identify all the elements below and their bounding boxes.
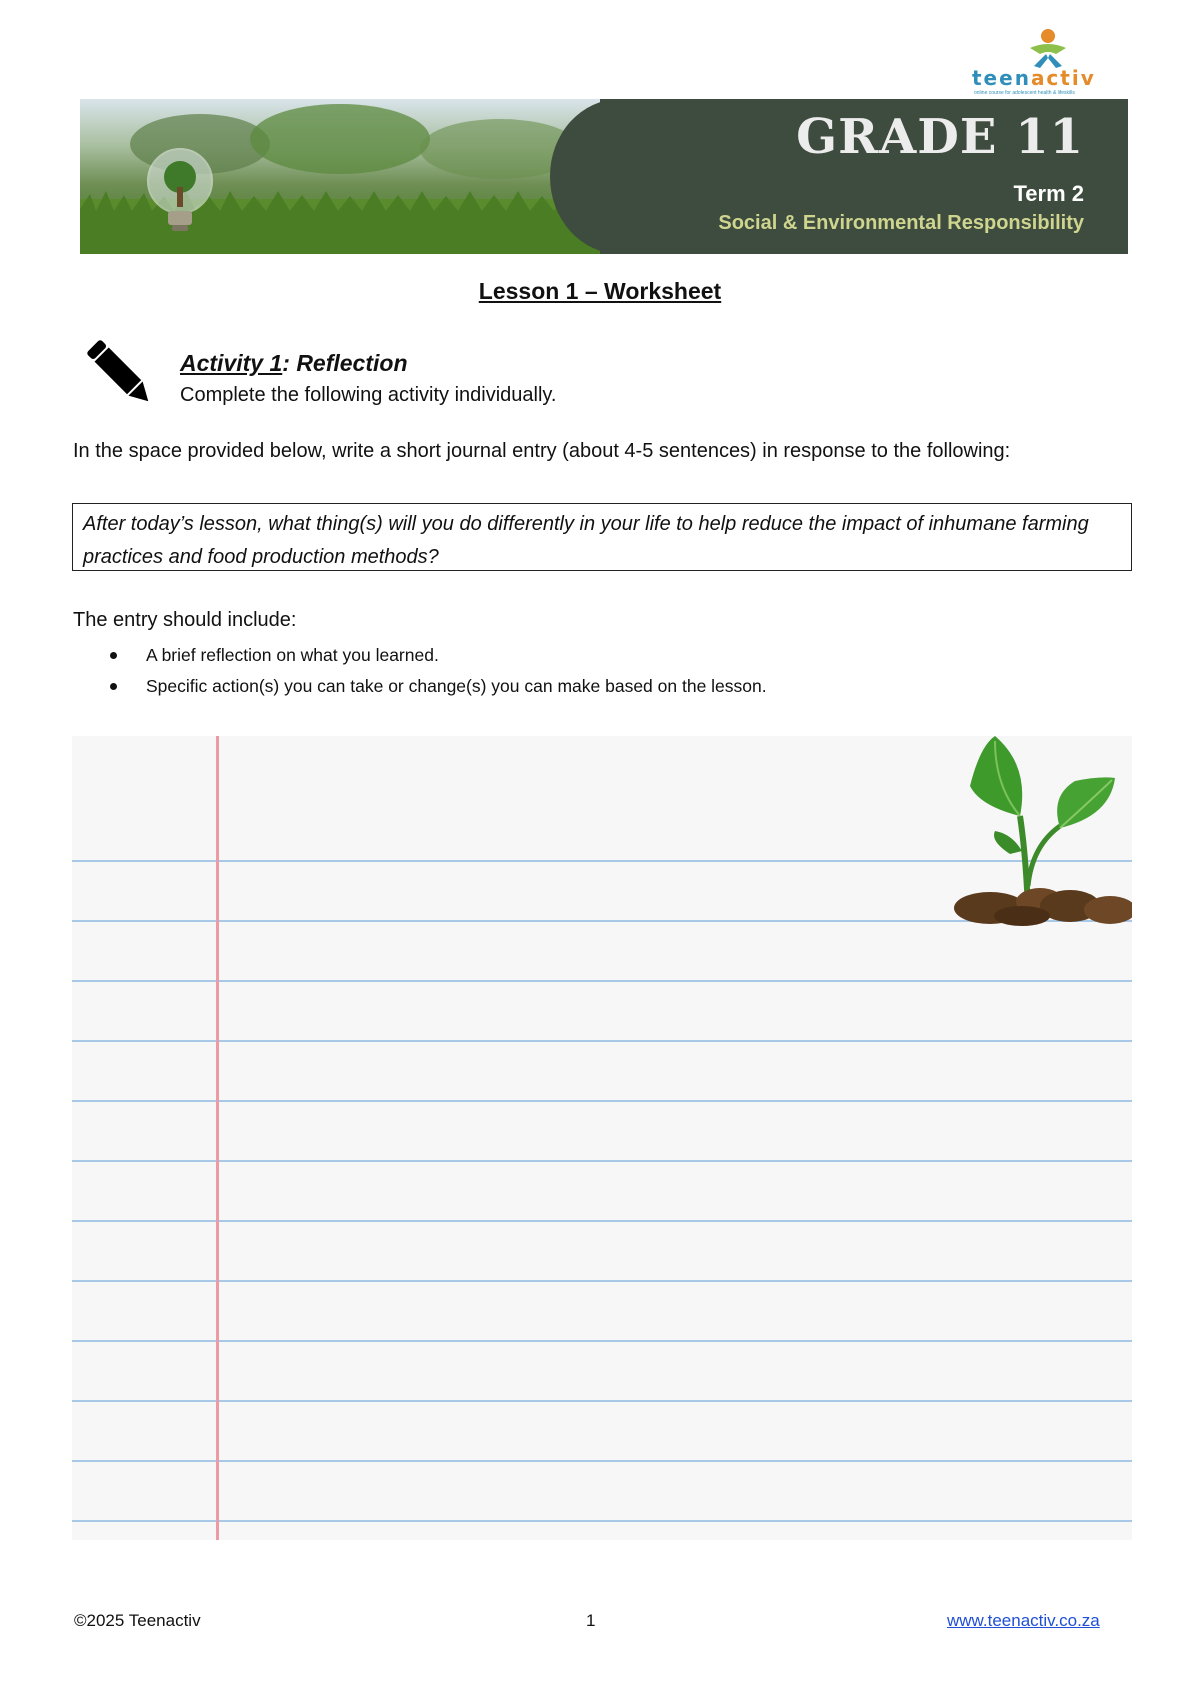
journal-line [72, 1220, 1132, 1222]
logo-wordmark: teenactiv [972, 66, 1096, 90]
activity-instruction: Complete the following activity individually. [180, 384, 557, 406]
journal-line [72, 1100, 1132, 1102]
footer-copyright: ©2025 Teenactiv [74, 1611, 201, 1630]
include-list [108, 640, 767, 702]
grade-heading: GRADE 11 [796, 109, 1084, 165]
sprout-icon [950, 736, 1132, 926]
journal-line [72, 1280, 1132, 1282]
pencil-icon [80, 333, 160, 413]
list-item: Specific action(s) you can take or change(s) you can make based on the lesson. [108, 671, 767, 702]
journal-line [72, 1340, 1132, 1342]
journal-line [72, 1400, 1132, 1402]
list-item: A brief reflection on what you learned. [108, 640, 767, 671]
bullet-icon [110, 652, 117, 659]
journal-line [72, 980, 1132, 982]
bullet-icon [110, 683, 117, 690]
website-link[interactable]: www.teenactiv.co.za [947, 1611, 1100, 1630]
journal-line [72, 1040, 1132, 1042]
header-banner [80, 99, 1128, 254]
term-label: Term 2 [1013, 181, 1084, 206]
subject-label: Social & Environmental Responsibility [718, 212, 1084, 234]
intro-text: In the space provided below, write a short journal entry (about 4-5 sentences) in response to the following: [73, 440, 1011, 462]
activity-title: Activity 1: Reflection [180, 350, 408, 376]
prompt-box: After today’s lesson, what thing(s) will you do differently in your life to help reduce the impact of inhumane farming practices and food production methods? [72, 503, 1132, 571]
journal-line [72, 1460, 1132, 1462]
page-title: Lesson 1 – Worksheet [478, 278, 722, 304]
teenactiv-logo [960, 26, 1136, 96]
include-heading: The entry should include: [73, 609, 297, 631]
margin-line [216, 736, 219, 1540]
lightbulb-tree-image [80, 99, 600, 254]
journal-line [72, 1160, 1132, 1162]
journal-writing-area[interactable] [72, 736, 1132, 1540]
logo-tagline: online course for adolescent health & lifeskills [974, 90, 1075, 96]
journal-line [72, 1520, 1132, 1522]
page-number: 1 [586, 1611, 596, 1630]
